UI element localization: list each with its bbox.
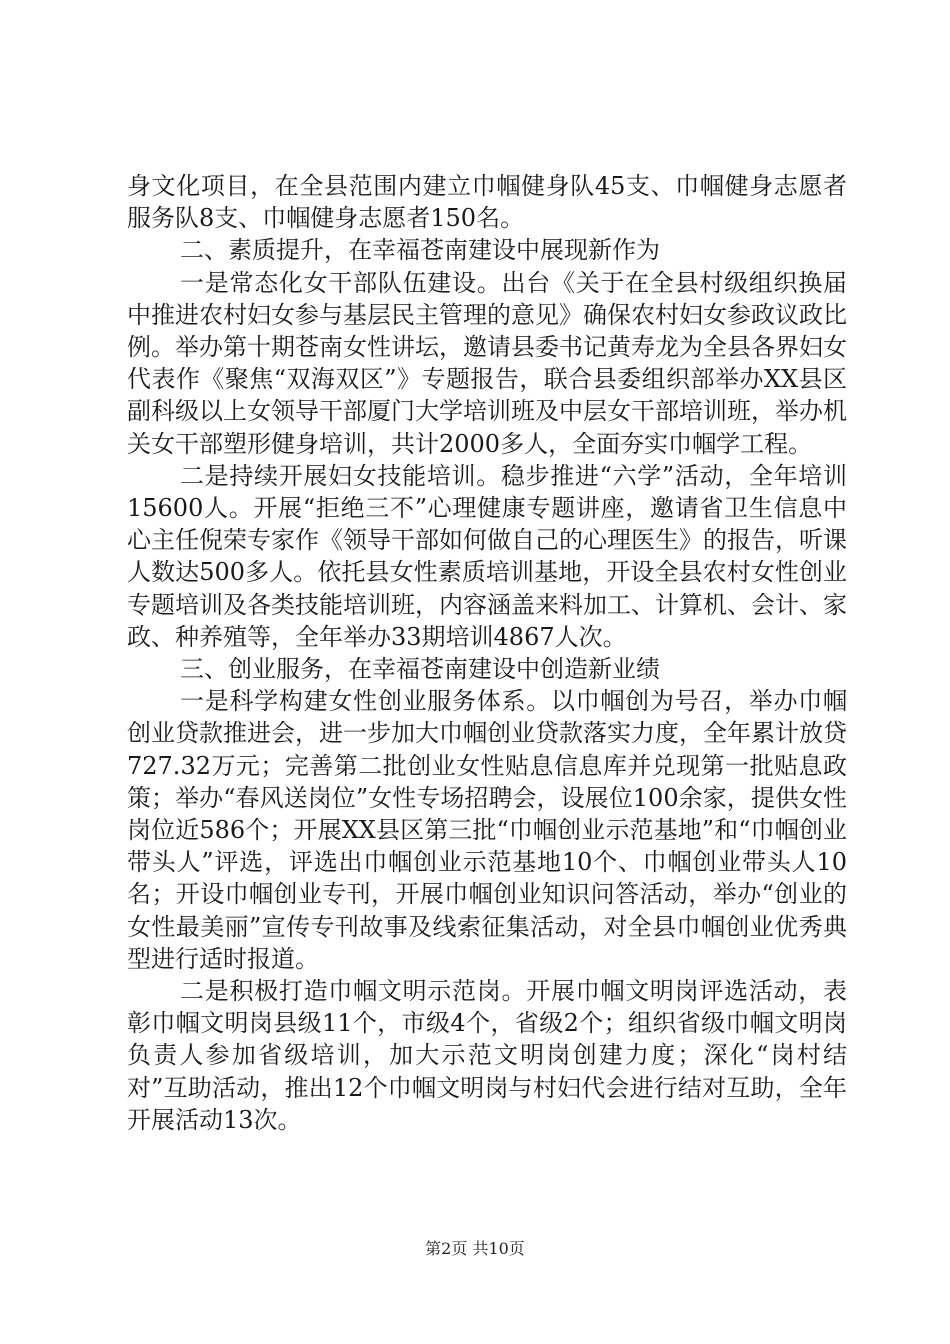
paragraph: 一是科学构建女性创业服务体系。以巾帼创为号召，举办巾帼创业贷款推进会，进一步加大巾帼创业贷款落实力度，全年累计放贷727.32万元；完善第二批创业女性贴息信息库并兑现第一批贴息政策；举办“春风送岗位”女性专场招聘会，设展位100余家，提供女性岗位近586个；开展XX县区第三批“巾帼创业示范基地”和“巾帼创业带头人”评选，评选出巾帼创业示范基地10个、巾帼创业带头人10名；开设巾帼创业专刊，开展巾帼创业知识问答活动，举办“创业的女性最美丽”宣传专刊故事及线索征集活动，对全县巾帼创业优秀典型进行适时报道。 — [127, 687, 847, 973]
section-heading-3: 三、创业服务，在幸福苍南建设中创造新业绩 — [180, 655, 660, 684]
paragraph: 一是常态化女干部队伍建设。出台《关于在全县村级组织换届中推进农村妇女参与基层民主管理的意见》确保农村妇女参政议政比例。举办第十期苍南女性讲坛，邀请县委书记黄寿龙为全县各界妇女代表作《聚焦“双海双区”》专题报告，联合县委组织部举办XX县区副科级以上女领导干部厦门大学培训班及中层女干部培训班，举办机关女干部塑形健身培训，共计2000多人，全面夯实巾帼学工程。 — [127, 268, 847, 458]
section-heading-2: 二、素质提升，在幸福苍南建设中展现新作为 — [180, 236, 660, 265]
paragraph: 二是持续开展妇女技能培训。稳步推进“六学”活动，全年培训15600人。开展“拒绝三不”心理健康专题讲座，邀请省卫生信息中心主任倪荣专家作《领导干部如何做自己的心理医生》的报告，听课人数达500多人。依托县女性素质培训基地，开设全县农村女性创业专题培训及各类技能培训班，内容涵盖来料加工、计算机、会计、家政、种养殖等，全年举办33期培训4867人次。 — [127, 461, 847, 651]
page-number-footer: 第2页 共10页 — [425, 1239, 525, 1258]
paragraph: 身文化项目，在全县范围内建立巾帼健身队45支、巾帼健身志愿者服务队8支、巾帼健身志愿者150名。 — [127, 172, 847, 233]
document-body — [127, 170, 847, 1136]
paragraph: 二是积极打造巾帼文明示范岗。开展巾帼文明岗评选活动，表彰巾帼文明岗县级11个，市级4个，省级2个；组织省级巾帼文明岗负责人参加省级培训，加大示范文明岗创建力度；深化“岗村结对”互助活动，推出12个巾帼文明岗与村妇代会进行结对互助，全年开展活动13次。 — [127, 977, 847, 1134]
